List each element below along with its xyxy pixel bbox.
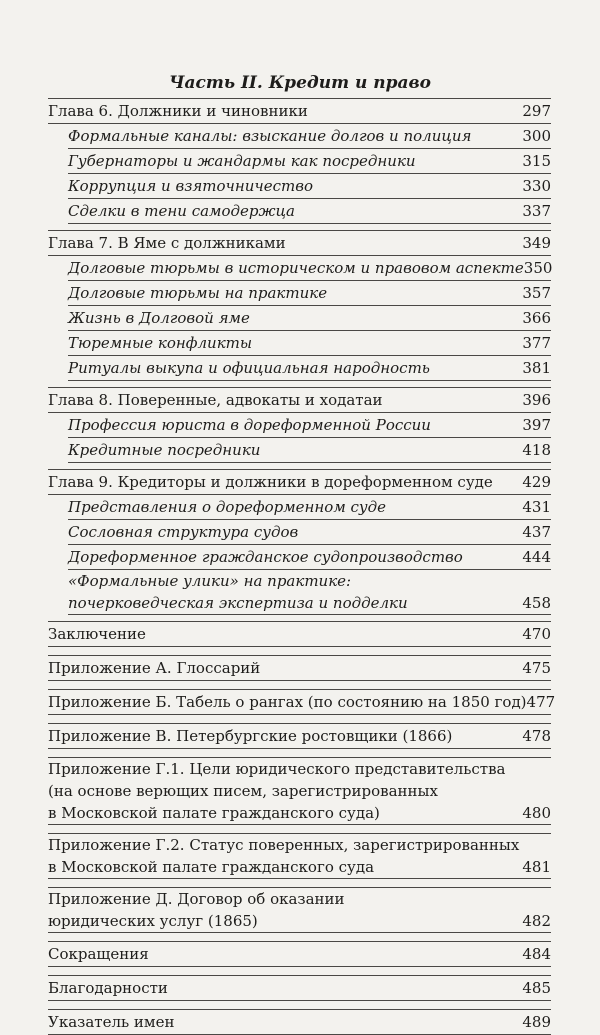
section-title: Губернаторы и жандармы как посредники — [68, 152, 416, 170]
section-title: Жизнь в Долговой яме — [68, 309, 250, 327]
section-title: Представления о дореформенном суде — [68, 498, 387, 516]
entry-title-line: в Московской палате гражданского суда) — [48, 804, 380, 822]
page-number: 431 — [522, 498, 551, 516]
toc-chapter[interactable] — [48, 231, 551, 255]
page-number: 485 — [522, 979, 551, 997]
toc-chapter[interactable] — [48, 388, 551, 412]
page-number: 482 — [522, 912, 551, 930]
toc-section[interactable] — [48, 356, 551, 380]
toc-section[interactable] — [48, 306, 551, 330]
entry-title-line: Приложение Д. Договор об оказании — [48, 890, 345, 908]
chapter-title: Глава 7. В Яме с должниками — [48, 234, 286, 252]
entry-title: Приложение В. Петербургские ростовщики (1866) — [48, 727, 453, 745]
toc-section[interactable] — [48, 124, 551, 148]
page-number: 330 — [522, 177, 551, 195]
section-title: Коррупция и взяточничество — [68, 177, 314, 195]
toc-chapter[interactable] — [48, 470, 551, 494]
section-title: Формальные каналы: взыскание долгов и полиция — [68, 127, 472, 145]
toc-entry[interactable] — [48, 690, 556, 714]
section-title: Долговые тюрьмы на практике — [68, 284, 328, 302]
page-number: 429 — [522, 473, 551, 491]
page-number: 337 — [522, 202, 551, 220]
section-title: Сословная структура судов — [68, 523, 299, 541]
entry-title: Приложение А. Глоссарий — [48, 659, 261, 677]
toc-section[interactable] — [48, 199, 551, 223]
toc-section[interactable] — [48, 281, 551, 305]
section-title-line: «Формальные улики» на практике: — [68, 572, 352, 590]
page-number: 366 — [522, 309, 551, 327]
section-title: Дореформенное гражданское судопроизводство — [68, 548, 463, 566]
part-title: Часть II. Кредит и право — [168, 73, 432, 93]
section-title: Долговые тюрьмы в историческом и правовом аспекте — [68, 259, 524, 277]
page-number: 489 — [522, 1013, 551, 1031]
toc-section[interactable] — [48, 331, 551, 355]
page-number: 484 — [522, 945, 551, 963]
page-number: 377 — [522, 334, 551, 352]
page-number: 300 — [522, 127, 551, 145]
toc-section[interactable] — [48, 256, 551, 280]
chapter-title: Глава 9. Кредиторы и должники в дореформенном суде — [48, 473, 493, 491]
section-title: Ритуалы выкупа и официальная народность — [68, 359, 430, 377]
toc-section[interactable] — [48, 495, 551, 519]
page-number: 297 — [522, 102, 551, 120]
page-number: 477 — [526, 693, 556, 711]
table-of-contents — [48, 98, 556, 1035]
chapter-title: Глава 8. Поверенные, адвокаты и ходатаи — [48, 391, 383, 409]
page-number: 437 — [522, 523, 551, 541]
page-number: 478 — [522, 727, 551, 745]
entry-title: Указатель имен — [48, 1013, 175, 1031]
toc-entry[interactable] — [48, 976, 551, 1000]
section-title: Сделки в тени самодержца — [68, 202, 295, 220]
toc-entry[interactable] — [48, 656, 551, 680]
toc-section[interactable] — [48, 520, 551, 544]
page-number: 315 — [522, 152, 551, 170]
page-number: 350 — [523, 259, 553, 277]
toc-section[interactable] — [48, 174, 551, 198]
section-title: Кредитные посредники — [68, 441, 261, 459]
page-number: 444 — [522, 548, 551, 566]
page-number: 396 — [522, 391, 551, 409]
entry-title-line: Приложение Г.1. Цели юридического представительства — [48, 760, 506, 778]
toc-entry[interactable] — [48, 1010, 551, 1034]
page-number: 381 — [522, 359, 551, 377]
page-number: 357 — [522, 284, 551, 302]
toc-entry[interactable] — [48, 942, 551, 966]
page-number: 475 — [522, 659, 551, 677]
page-number: 418 — [522, 441, 551, 459]
toc-chapter[interactable] — [48, 99, 551, 123]
page-number: 349 — [522, 234, 551, 252]
entry-title-line: в Московской палате гражданского суда — [48, 858, 375, 876]
section-title: Профессия юриста в дореформенной России — [68, 416, 431, 434]
page-number: 458 — [522, 594, 551, 612]
toc-section[interactable] — [48, 438, 551, 462]
toc-section[interactable] — [48, 149, 551, 173]
entry-title: Благодарности — [48, 979, 168, 997]
entry-title: Заключение — [48, 625, 146, 643]
toc-section[interactable] — [48, 413, 551, 437]
toc-entry[interactable] — [48, 888, 551, 932]
page-number: 397 — [522, 416, 551, 434]
entry-title-line: юридических услуг (1865) — [48, 912, 258, 930]
entry-title: Сокращения — [48, 945, 149, 963]
page-number: 470 — [522, 625, 551, 643]
toc-entry[interactable] — [48, 834, 551, 878]
section-title-line: почерковедческая экспертиза и подделки — [68, 594, 408, 612]
toc-entry[interactable] — [48, 622, 551, 646]
toc-section[interactable] — [48, 545, 551, 569]
page-number: 480 — [522, 804, 551, 822]
page-number: 481 — [522, 858, 551, 876]
section-title: Тюремные конфликты — [68, 334, 253, 352]
entry-title-line: Приложение Г.2. Статус поверенных, зарегистрированных — [48, 836, 520, 854]
toc-entry[interactable] — [48, 758, 551, 824]
entry-title: Приложение Б. Табель о рангах (по состоянию на 1850 год) — [48, 693, 527, 711]
toc-section[interactable] — [48, 570, 551, 614]
toc-entry[interactable] — [48, 724, 551, 748]
chapter-title: Глава 6. Должники и чиновники — [48, 102, 308, 120]
entry-title-line: (на основе верющих писем, зарегистрированных — [48, 782, 438, 800]
